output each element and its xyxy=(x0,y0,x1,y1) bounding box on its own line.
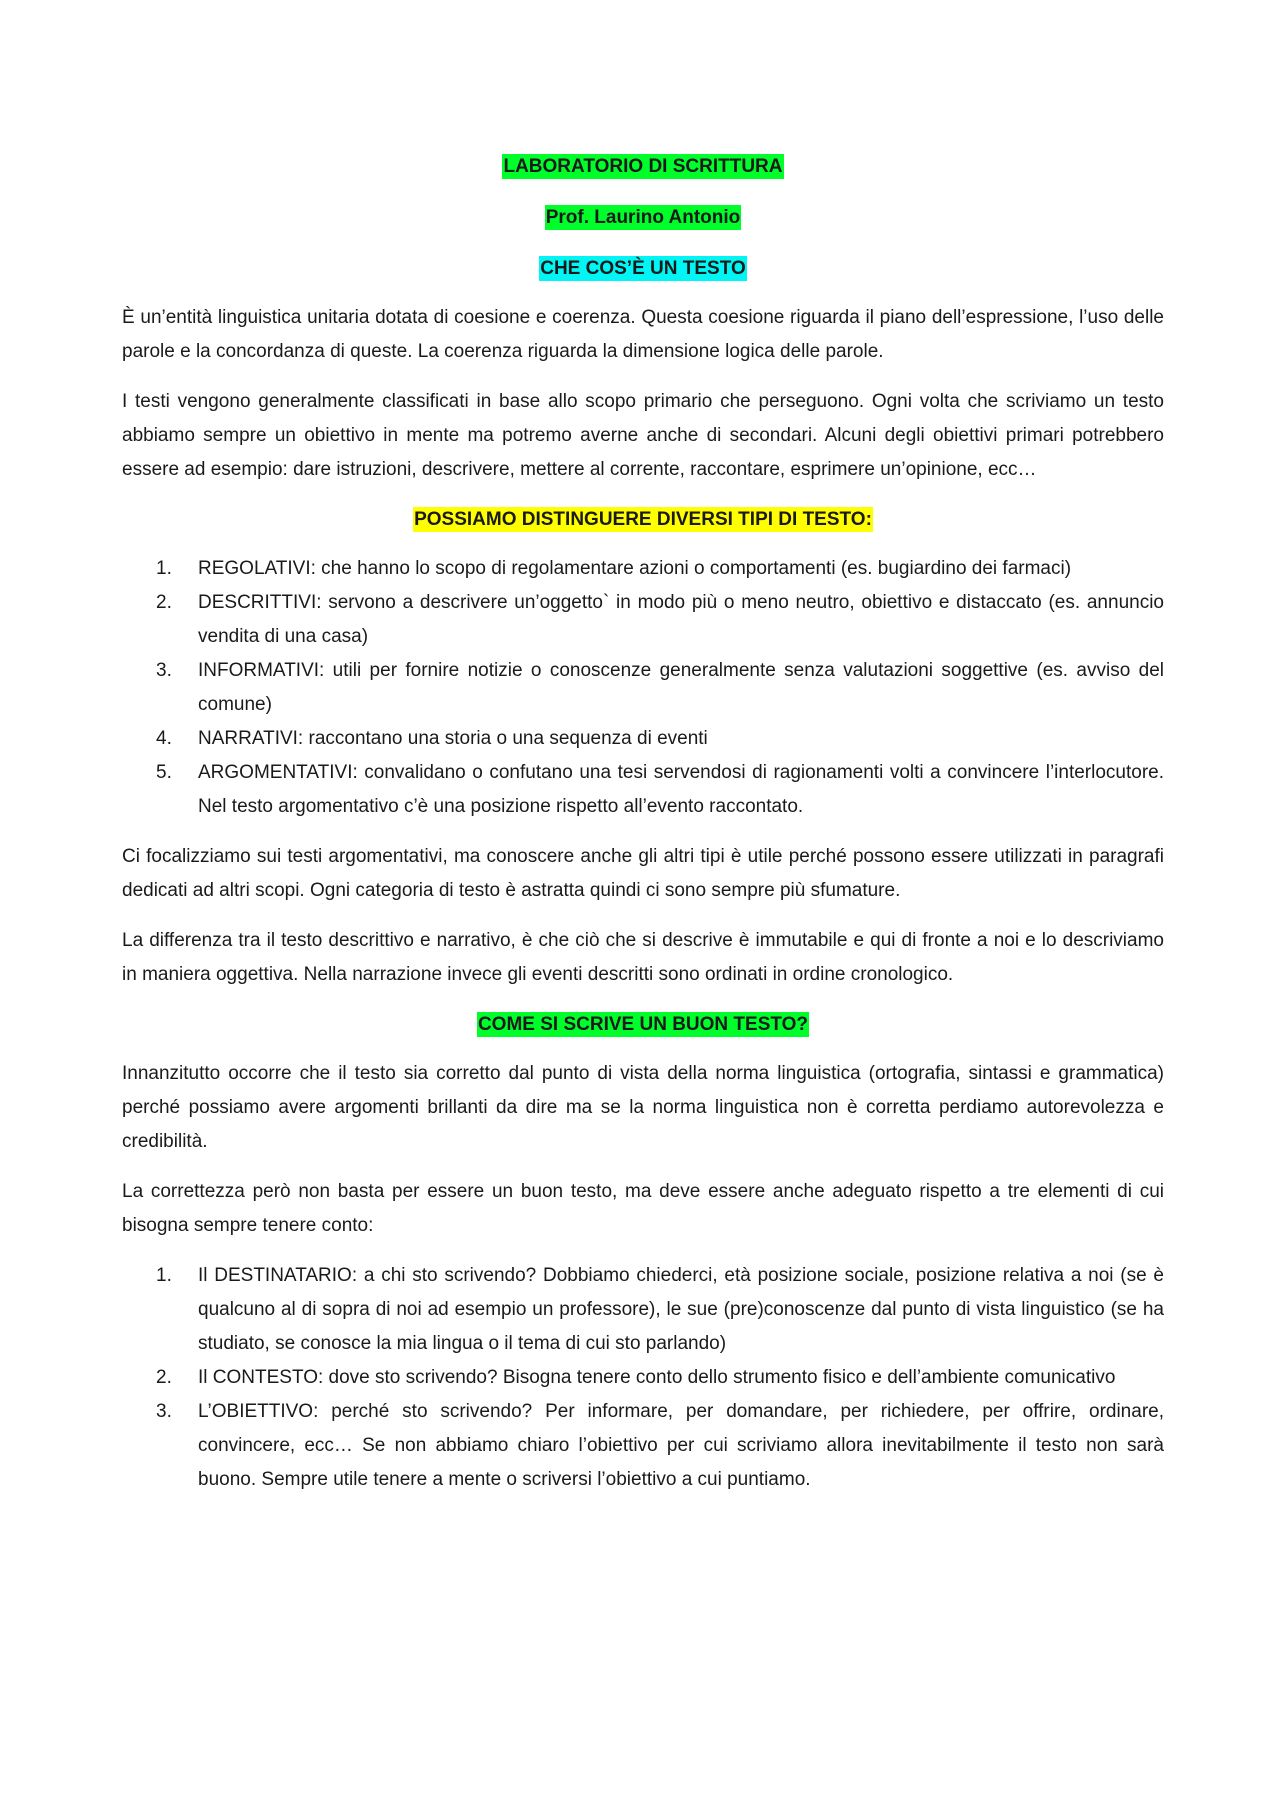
title-row xyxy=(122,150,1164,184)
list-number: 3. xyxy=(156,1401,172,1422)
list-item xyxy=(156,1395,1164,1497)
list-number: 5. xyxy=(156,762,172,783)
list-item-text: Il DESTINATARIO: a chi sto scrivendo? Dobbiamo chiederci, età posizione sociale, posizione relativa a noi (se è qualcuno al di sopra di noi ad esempio un professore), le sue (pre)conoscenze dal punto di vista linguistico (se ha studiato, se conosce la mia lingua o il tema di cui sto parlando) xyxy=(198,1265,1164,1354)
list-number: 2. xyxy=(156,592,172,613)
elements-list xyxy=(122,1259,1164,1497)
section-heading-good-text: COME SI SCRIVE UN BUON TESTO? xyxy=(477,1014,809,1035)
section-heading-row xyxy=(122,252,1164,286)
list-item xyxy=(156,654,1164,722)
paragraph-difference: La differenza tra il testo descrittivo e narrativo, è che ciò che si descrive è immutabile e qui di fronte a noi e lo descriviamo in maniera oggettiva. Nella narrazione invece gli eventi descritti sono ordinati in ordine cronologico. xyxy=(122,930,1164,985)
list-item-text: DESCRITTIVI: servono a descrivere un’oggetto` in modo più o meno neutro, obiettivo e distaccato (es. annuncio vendita di una casa) xyxy=(198,592,1164,647)
list-item xyxy=(156,1259,1164,1361)
list-item xyxy=(156,756,1164,824)
section-heading-row xyxy=(122,503,1164,537)
section-heading-text-types: POSSIAMO DISTINGUERE DIVERSI TIPI DI TESTO: xyxy=(414,509,872,530)
list-item-text: NARRATIVI: raccontano una storia o una sequenza di eventi xyxy=(198,728,708,749)
list-number: 3. xyxy=(156,660,172,681)
paragraph-classification: I testi vengono generalmente classificati in base allo scopo primario che perseguono. Ogni volta che scriviamo un testo abbiamo sempre un obiettivo in mente ma potremo averne anche di secondari. Alcuni degli obiettivi primari potrebbero essere ad esempio: dare istruzioni, descrivere, mettere al corrente, raccontare, esprimere un’opinione, ecc… xyxy=(122,391,1164,480)
section-heading-what-is-text: CHE COS’È UN TESTO xyxy=(540,258,746,279)
list-item-text: ARGOMENTATIVI: convalidano o confutano una tesi servendosi di ragionamenti volti a convincere l’interlocutore. Nel testo argomentativo c’è una posizione rispetto all’evento raccontato. xyxy=(198,762,1164,817)
list-item-text: L’OBIETTIVO: perché sto scrivendo? Per informare, per domandare, per richiedere, per offrire, ordinare, convincere, ecc… Se non abbiamo chiaro l’obiettivo per cui scriviamo allora inevitabilmente il testo non sarà buono. Sempre utile tenere a mente o scriversi l’obiettivo a cui puntiamo. xyxy=(198,1401,1164,1490)
paragraph-definition: È un’entità linguistica unitaria dotata di coesione e coerenza. Questa coesione riguarda il piano dell’espressione, l’uso delle parole e la concordanza di queste. La coerenza riguarda la dimensione logica delle parole. xyxy=(122,307,1164,362)
list-number: 1. xyxy=(156,1265,172,1286)
paragraph-focus: Ci focalizziamo sui testi argomentativi, ma conoscere anche gli altri tipi è utile perché possono essere utilizzati in paragrafi dedicati ad altri scopi. Ogni categoria di testo è astratta quindi ci sono sempre più sfumature. xyxy=(122,846,1164,901)
list-number: 2. xyxy=(156,1367,172,1388)
list-item-text: REGOLATIVI: che hanno lo scopo di regolamentare azioni o comportamenti (es. bugiardino dei farmaci) xyxy=(198,558,1072,579)
section-heading-row xyxy=(122,1008,1164,1042)
text-types-list xyxy=(122,552,1164,824)
author-row xyxy=(122,201,1164,235)
list-number: 1. xyxy=(156,558,172,579)
list-item xyxy=(156,586,1164,654)
document-title: LABORATORIO DI SCRITTURA xyxy=(503,156,783,177)
list-item-text: Il CONTESTO: dove sto scrivendo? Bisogna tenere conto dello strumento fisico e dell’ambiente comunicativo xyxy=(198,1367,1116,1388)
list-item xyxy=(156,552,1164,586)
list-number: 4. xyxy=(156,728,172,749)
paragraph-adequacy: La correttezza però non basta per essere un buon testo, ma deve essere anche adeguato rispetto a tre elementi di cui bisogna sempre tenere conto: xyxy=(122,1181,1164,1236)
document-author: Prof. Laurino Antonio xyxy=(545,207,741,228)
list-item-text: INFORMATIVI: utili per fornire notizie o conoscenze generalmente senza valutazioni soggettive (es. avviso del comune) xyxy=(198,660,1164,715)
list-item xyxy=(156,722,1164,756)
list-item xyxy=(156,1361,1164,1395)
paragraph-correctness: Innanzitutto occorre che il testo sia corretto dal punto di vista della norma linguistica (ortografia, sintassi e grammatica) perché possiamo avere argomenti brillanti da dire ma se la norma linguistica non è corretta perdiamo autorevolezza e credibilità. xyxy=(122,1063,1164,1152)
document-page xyxy=(122,150,1164,1513)
